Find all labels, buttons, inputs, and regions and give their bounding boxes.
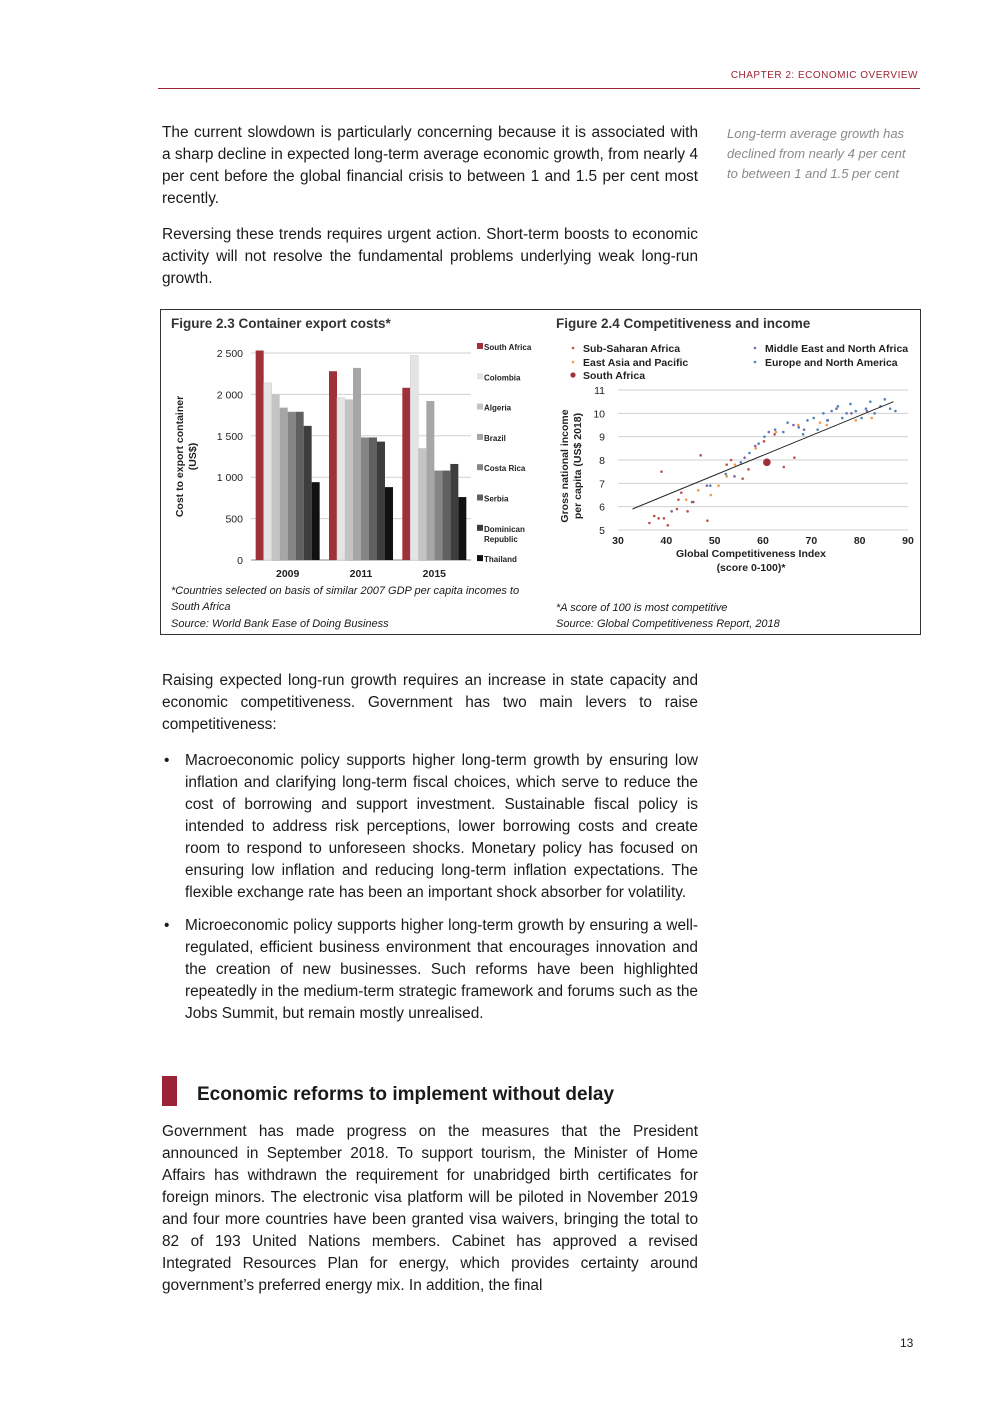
data-point — [837, 405, 840, 408]
list-item — [162, 750, 698, 904]
data-point — [743, 456, 746, 459]
data-point — [782, 466, 785, 469]
legend-swatch — [477, 495, 483, 501]
data-point — [826, 419, 829, 422]
legend-label: Middle East and North Africa — [765, 343, 909, 355]
data-point — [747, 468, 750, 471]
bar — [402, 388, 410, 560]
data-point — [691, 501, 694, 504]
bullet-icon: • — [164, 752, 170, 769]
data-point — [841, 417, 844, 420]
legend-label: Thailand — [484, 555, 517, 565]
data-point — [797, 426, 800, 429]
legend-label: Brazil — [484, 433, 506, 443]
data-point — [709, 484, 712, 487]
legend-marker — [570, 372, 575, 377]
x-tick-label: 2015 — [422, 568, 447, 580]
data-point — [793, 456, 796, 459]
bar — [450, 464, 458, 560]
figure-2-4-source: Source: Global Competitiveness Report, 2018 — [556, 618, 780, 630]
list-item — [162, 915, 698, 1025]
y-tick-label: 5 — [599, 525, 605, 537]
x-axis-label-line: (score 0-100)* — [716, 562, 786, 574]
data-point — [835, 407, 838, 410]
data-point — [873, 412, 876, 415]
levers-list — [162, 750, 698, 1036]
data-point — [748, 452, 751, 455]
data-point — [724, 473, 727, 476]
legend-marker — [572, 347, 575, 350]
bar — [377, 442, 385, 560]
x-tick-label: 50 — [708, 535, 721, 547]
bar — [288, 412, 296, 560]
legend-label: Costa Rica — [484, 464, 526, 474]
legend-label: South Africa — [484, 343, 532, 352]
bar — [361, 437, 369, 560]
data-point — [870, 417, 873, 420]
y-tick-label: 9 — [599, 431, 605, 444]
y-axis-label-line: (US$) — [187, 442, 199, 471]
data-point — [819, 421, 822, 424]
legend-label: Algeria — [484, 403, 512, 413]
data-point — [734, 463, 737, 466]
data-point — [763, 435, 766, 438]
y-tick-label: 500 — [225, 513, 243, 526]
bar — [296, 412, 304, 560]
y-tick-label: 1 500 — [216, 430, 243, 443]
legend-label: Serbia — [484, 494, 509, 504]
data-point — [653, 515, 656, 518]
data-point — [754, 447, 757, 450]
legend-marker — [572, 361, 575, 364]
data-point — [670, 510, 673, 513]
bar — [304, 426, 312, 560]
data-point — [855, 419, 858, 422]
data-point — [792, 424, 795, 427]
data-point — [855, 410, 858, 413]
bar — [458, 497, 466, 560]
data-point — [706, 519, 709, 522]
legend-swatch — [477, 373, 483, 379]
header-rule — [158, 88, 920, 89]
y-axis-label-line: Gross national income — [559, 409, 571, 523]
data-point — [706, 484, 709, 487]
data-point — [768, 431, 771, 434]
data-point — [697, 489, 700, 492]
data-point — [676, 508, 679, 511]
bar — [385, 487, 393, 560]
data-point — [884, 398, 887, 401]
bar — [442, 471, 450, 560]
data-point — [889, 407, 892, 410]
data-point — [725, 475, 728, 478]
data-point — [865, 407, 868, 410]
y-tick-label: 8 — [599, 455, 605, 467]
legend-swatch — [477, 404, 483, 410]
data-point — [860, 417, 863, 420]
y-tick-label: 0 — [237, 555, 243, 567]
data-point — [822, 412, 825, 415]
bar — [312, 482, 320, 560]
x-tick-label: 60 — [757, 535, 769, 547]
data-point — [894, 410, 897, 413]
y-tick-label: 7 — [599, 478, 605, 491]
figure-2-4-footnote: *A score of 100 is most competitive — [556, 602, 728, 614]
data-point — [717, 484, 720, 487]
data-point — [826, 424, 829, 427]
y-tick-label: 1 000 — [216, 472, 243, 485]
page-number: 13 — [900, 1336, 914, 1350]
bar — [264, 383, 272, 560]
data-point — [803, 428, 806, 431]
paragraph-raising-growth: Raising expected long-run growth requires an increase in state capacity and economic competitiveness. Government has two main levers to raise competitiveness: — [162, 672, 698, 733]
figure-2-3-footnote: *Countries selected on basis of similar 2007 GDP per capita incomes to South Africa — [171, 585, 520, 613]
data-point — [786, 421, 789, 424]
legend-marker — [754, 347, 757, 350]
paragraph-slowdown: The current slowdown is particularly concerning because it is associated with a sharp decline in expected long-term average economic growth, from nearly 4 per cent before the global financial crisis to between 1 and 1.5 per cent most recently. — [162, 124, 698, 207]
section-marker — [162, 1076, 177, 1106]
y-axis-label-line: Cost to export container — [174, 395, 186, 518]
bar — [353, 368, 361, 560]
data-point — [685, 498, 688, 501]
paragraph-reversing-trends: Reversing these trends requires urgent action. Short-term boosts to economic activity will not resolve the fundamental problems underlying weak long-run growth. — [162, 226, 698, 287]
legend-label: Sub-Saharan Africa — [583, 343, 681, 355]
data-point — [754, 445, 757, 448]
data-point — [660, 470, 663, 473]
data-point — [686, 510, 689, 513]
data-point — [666, 524, 669, 527]
y-tick-label: 2 500 — [216, 348, 243, 360]
bar-chart — [161, 336, 541, 606]
south-africa-point — [763, 459, 771, 467]
x-tick-label: 30 — [612, 535, 624, 547]
y-tick-label: 2 000 — [216, 389, 243, 402]
data-point — [774, 428, 777, 431]
data-point — [869, 400, 872, 403]
figure-2-4-title: Figure 2.4 Competitiveness and income — [556, 316, 811, 331]
bar — [337, 398, 345, 560]
x-tick-label: 2011 — [349, 568, 373, 580]
bullet-icon: • — [164, 917, 170, 934]
bar — [426, 401, 434, 560]
data-point — [730, 459, 733, 462]
data-point — [677, 498, 680, 501]
bar — [256, 351, 264, 560]
y-axis-label-line: per capita (US$ 2018) — [572, 412, 584, 520]
data-point — [816, 428, 819, 431]
data-point — [812, 417, 815, 420]
legend-label-line: Dominican — [484, 524, 525, 534]
data-point — [775, 431, 778, 434]
chapter-header: CHAPTER 2: ECONOMIC OVERVIEW — [730, 70, 918, 81]
data-point — [699, 454, 702, 457]
data-point — [802, 433, 805, 436]
bar — [369, 437, 377, 560]
data-point — [763, 440, 766, 443]
legend-swatch — [477, 555, 483, 561]
data-point — [725, 463, 728, 466]
data-point — [648, 522, 651, 525]
legend-label-line: Republic — [484, 534, 518, 544]
y-tick-label: 11 — [594, 385, 605, 397]
data-point — [849, 403, 852, 406]
data-point — [782, 431, 785, 434]
legend-label: South Africa — [583, 370, 646, 382]
bar — [345, 399, 353, 560]
bar — [410, 355, 418, 560]
legend-label: East Asia and Pacific — [583, 357, 689, 369]
data-point — [845, 412, 848, 415]
bar — [280, 408, 288, 560]
x-tick-label: 80 — [853, 535, 866, 547]
paragraph-progress: Government has made progress on the measures that the President announced in September 2018. To support tourism, the Minister of Home Affairs has withdrawn the requirement for unabridged birth certificates for foreign minors. The electronic visa platform will be piloted in November 2019 and four more countries have been granted visa waivers, bringing the total to 82 of 193 United Nations members. Cabinet has approved a revised Integrated Resources Plan for energy, which provides certainty around government’s preferred energy mix. In addition, the final — [162, 1123, 698, 1294]
figure-2-3-source: Source: World Bank Ease of Doing Business — [171, 618, 389, 630]
x-axis-label-line: Global Competitiveness Index — [676, 548, 826, 560]
y-axis-label — [559, 409, 584, 522]
legend-swatch — [477, 464, 483, 470]
data-point — [710, 494, 713, 497]
data-point — [850, 412, 853, 415]
figure-2-3-title: Figure 2.3 Container export costs* — [171, 316, 391, 331]
data-point — [797, 424, 800, 427]
data-point — [733, 475, 736, 478]
x-tick-label: 90 — [902, 535, 914, 547]
legend-marker — [754, 361, 757, 364]
data-point — [741, 477, 744, 480]
y-tick-label: 6 — [599, 501, 605, 514]
data-point — [806, 419, 809, 422]
bar — [272, 394, 280, 560]
x-axis-label — [676, 548, 826, 574]
legend-swatch — [477, 434, 483, 440]
bar — [329, 371, 337, 560]
legend-swatch — [477, 525, 483, 531]
bullet-text: Microeconomic policy supports higher long-term growth by ensuring a well-regulated, efficient business environment that encourages innovation and the creation of new businesses. Such reforms have been highlighted repeatedly in the medium-term strategic framework and forums such as the Jobs Summit, but remain mostly unrealised. — [185, 917, 698, 1022]
data-point — [657, 517, 660, 520]
figure-box — [160, 309, 921, 635]
legend-label — [484, 525, 525, 544]
data-point — [773, 433, 776, 436]
data-point — [757, 442, 760, 445]
bar — [418, 448, 426, 560]
x-tick-label: 40 — [660, 535, 673, 547]
bullet-text: Macroeconomic policy supports higher long-term growth by ensuring low inflation and clarifying long-term fiscal choices, which serve to reduce the cost of borrowing and support investment. Sustainable fiscal policy is intended to address risk perceptions, lower borrowing costs and create room to respond to unforeseen shocks. Monetary policy has focused on ensuring low inflation and reducing long-term inflation expectations. The flexible exchange rate has been an important shock absorber for volatility. — [185, 752, 698, 901]
y-tick-label: 10 — [593, 408, 605, 421]
data-point — [830, 410, 833, 413]
data-point — [680, 491, 683, 494]
trend-line — [633, 402, 894, 509]
margin-note: Long-term average growth has declined from nearly 4 per cent to between 1 and 1.5 per cent — [727, 126, 906, 181]
data-point — [663, 517, 666, 520]
x-tick-label: 2009 — [275, 568, 300, 580]
legend-label: Europe and North America — [765, 357, 898, 369]
section-heading: Economic reforms to implement without delay — [197, 1084, 615, 1105]
x-tick-label: 70 — [805, 535, 818, 547]
legend-swatch — [477, 343, 483, 349]
y-axis-label — [174, 396, 199, 517]
bar — [434, 471, 442, 560]
legend-label: Colombia — [484, 373, 521, 383]
scatter-chart — [553, 336, 918, 606]
data-point — [739, 461, 742, 464]
